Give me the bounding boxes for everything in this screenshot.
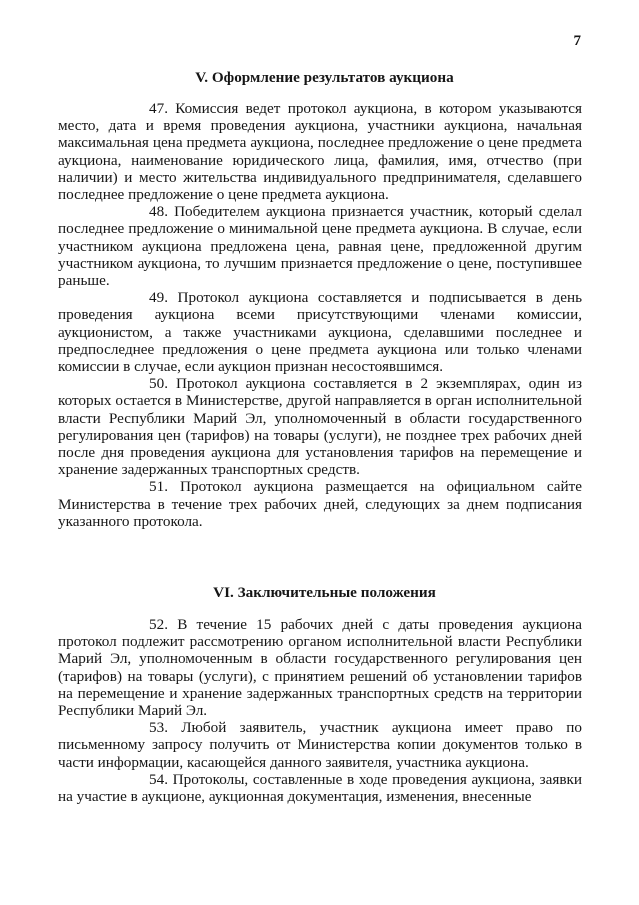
paragraph: 52. В течение 15 рабочих дней с даты проведения аукциона протокол подлежит рассмотрению органом исполнительной власти Республики Марий Эл, уполномоченным в области государственного регулирования цен (тарифов) на товары (услуги), с принятием решений об установлении тарифов на перемещение и хранение задержанных транспортных средств на территории Республики Марий Эл. <box>58 616 582 720</box>
page-number: 7 <box>573 33 581 49</box>
section-body <box>58 616 582 805</box>
paragraph: 47. Комиссия ведет протокол аукциона, в котором указываются место, дата и время проведения аукциона, участники аукциона, начальная максимальная цена предмета аукциона, последнее предложение о цене предмета аукциона, наименование юридического лица, фамилия, имя, отчество (при наличии) и место жительства индивидуального предпринимателя, сделавшего последнее предложение о цене предмета аукциона. <box>58 100 582 204</box>
paragraph: 48. Победителем аукциона признается участник, который сделал последнее предложение о минимальной цене предмета аукциона. В случае, если участником аукциона предложена цена, равная цене, предложенной другим участником аукциона, то лучшим признается предложение о цене, поступившее раньше. <box>58 203 582 290</box>
paragraph: 53. Любой заявитель, участник аукциона имеет право по письменному запросу получить от Министерства копии документов только в части информации, касающейся данного заявителя, участника аукциона. <box>58 719 582 771</box>
section-heading: V. Оформление результатов аукциона <box>195 69 454 86</box>
paragraph: 54. Протоколы, составленные в ходе проведения аукциона, заявки на участие в аукционе, аукционная документация, изменения, внесенные <box>58 770 582 806</box>
paragraph: 50. Протокол аукциона составляется в 2 экземплярах, один из которых остается в Министерстве, другой направляется в орган исполнительной власти Республики Марий Эл, уполномоченный в области государственного регулирования цен (тарифов) на товары (услуги), не позднее трех рабочих дней после дня проведения аукциона для установления тарифов на перемещение и хранение задержанных транспортных средств. <box>58 375 582 479</box>
section-heading: VI. Заключительные положения <box>213 584 436 601</box>
section-body <box>58 100 582 530</box>
paragraph: 49. Протокол аукциона составляется и подписывается в день проведения аукциона всеми присутствующими членами комиссии, аукционистом, а также участниками аукциона, сделавшими последнее и предпоследнее предложения о цене предмета аукциона или только членами комиссии в случае, если аукцион признан несостоявшимся. <box>58 289 582 376</box>
paragraph: 51. Протокол аукциона размещается на официальном сайте Министерства в течение трех рабочих дней, следующих за днем подписания указанного протокола. <box>58 478 582 530</box>
